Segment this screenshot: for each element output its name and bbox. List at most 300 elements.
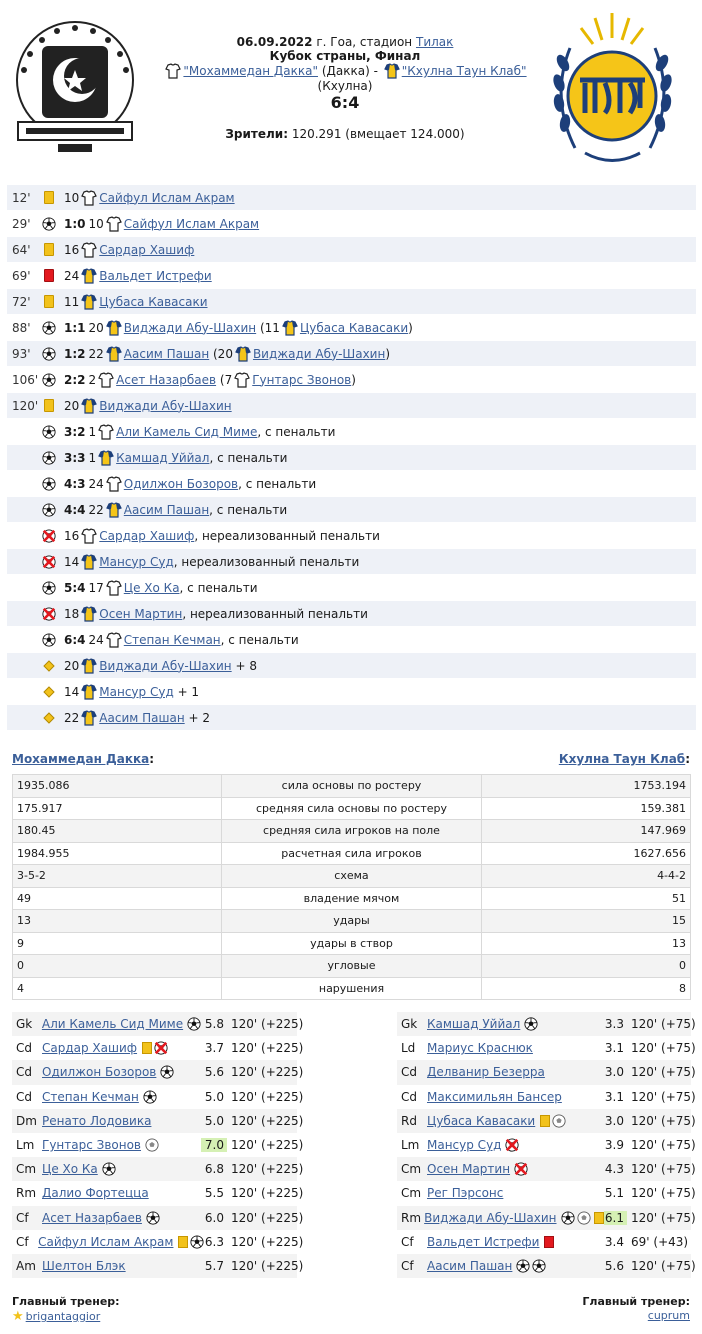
- home-shirt-icon: [106, 476, 122, 492]
- home-shirt-icon: [165, 63, 181, 79]
- away-shirt-icon: [106, 346, 122, 362]
- missed-penalty-icon: [514, 1162, 528, 1176]
- stat-home-value: 1935.086: [13, 775, 222, 798]
- stat-label: угловые: [221, 955, 482, 978]
- event-assist-close: ): [385, 346, 391, 361]
- player-link[interactable]: Делванир Безерра: [427, 1065, 545, 1080]
- player-time: 120' (+75): [631, 1017, 696, 1032]
- player-cell: [42, 1259, 201, 1273]
- stats-row: [13, 887, 691, 910]
- home-shirt-icon: [234, 372, 250, 388]
- player-position: Lm: [16, 1138, 35, 1153]
- player-rating: 3.0: [604, 1113, 624, 1128]
- player-rating: 5.6: [604, 1258, 624, 1273]
- stat-label: средняя сила основы по ростеру: [221, 797, 482, 820]
- away-shirt-icon: [81, 658, 97, 674]
- event-row: [7, 705, 696, 731]
- event-row: [7, 627, 696, 653]
- home-coach: [12, 1309, 100, 1324]
- away-shirt-icon: [81, 684, 97, 700]
- stat-away-value: 159.381: [482, 797, 691, 820]
- event-assist-link[interactable]: Гунтарс Звонов: [252, 372, 352, 387]
- player-cell: [42, 1017, 201, 1031]
- player-link[interactable]: Гунтарс Звонов: [42, 1138, 142, 1153]
- home-shirt-icon: [106, 580, 122, 596]
- player-cell: [38, 1235, 204, 1249]
- event-player-link[interactable]: Одилжон Бозоров: [123, 476, 239, 491]
- event-extra-text: , с пенальти: [209, 450, 288, 465]
- goal-icon: [524, 1017, 538, 1031]
- red-card-icon: [44, 269, 54, 282]
- lineup-row: [12, 1109, 304, 1133]
- player-link[interactable]: Цубаса Кавасаки: [427, 1113, 536, 1128]
- home-team-title-link[interactable]: Мохаммедан Дакка: [12, 752, 150, 766]
- player-time: 120' (+75): [631, 1041, 696, 1056]
- assist-icon: [145, 1138, 159, 1152]
- player-time: 120' (+75): [631, 1089, 696, 1104]
- player-cell: [427, 1114, 601, 1128]
- goal-icon: [190, 1235, 204, 1249]
- bonus-icon: [43, 686, 55, 698]
- player-position: Ld: [401, 1041, 416, 1056]
- event-description: [64, 190, 235, 206]
- event-score: 6:4: [64, 632, 86, 647]
- player-link[interactable]: Одилжон Бозоров: [42, 1065, 157, 1080]
- player-time: 120' (+225): [231, 1089, 304, 1104]
- event-icon: [40, 189, 58, 207]
- event-player-link[interactable]: Виджади Абу-Шахин: [99, 398, 232, 413]
- event-extra-text: , с пенальти: [209, 502, 288, 517]
- lineup-row: [397, 1060, 696, 1084]
- event-player-link[interactable]: Сардар Хашиф: [99, 528, 195, 543]
- player-rating: 3.0: [604, 1065, 624, 1080]
- player-rating: 3.4: [604, 1234, 624, 1249]
- goal-icon: [160, 1065, 174, 1079]
- attendance-line: [150, 127, 540, 141]
- player-cell: [42, 1138, 201, 1152]
- event-player-number: 20: [88, 320, 104, 335]
- event-description: [64, 398, 232, 414]
- event-description: [64, 684, 199, 700]
- player-cell: [427, 1235, 601, 1249]
- yellow-card-icon: [540, 1115, 550, 1127]
- event-icon: [40, 449, 58, 467]
- event-icon: [40, 605, 58, 623]
- competition-title: Кубок страны, Финал: [269, 49, 421, 63]
- stat-home-value: 9: [13, 932, 222, 955]
- away-team-link[interactable]: "Кхулна Таун Клаб": [401, 64, 527, 78]
- away-team-title-link[interactable]: Кхулна Таун Клаб: [558, 752, 686, 766]
- player-link[interactable]: Це Хо Ка: [42, 1162, 98, 1177]
- event-assist-number: (20: [213, 346, 233, 361]
- player-position: Cd: [16, 1065, 32, 1080]
- stats-row: [13, 865, 691, 888]
- event-player-number: 20: [64, 658, 80, 673]
- player-position: Cm: [16, 1162, 37, 1177]
- away-shirt-icon: [81, 294, 97, 310]
- event-description: [64, 320, 413, 336]
- event-player-number: 14: [64, 554, 80, 569]
- player-rating: 6.3: [204, 1234, 224, 1249]
- lineup-row: [12, 1036, 304, 1060]
- player-cell: [42, 1114, 201, 1128]
- player-position: Am: [16, 1258, 36, 1273]
- goal-icon: [42, 581, 56, 595]
- player-link[interactable]: Шелтон Блэк: [42, 1258, 126, 1273]
- stat-home-value: 4: [13, 977, 222, 1000]
- event-player-number: 24: [88, 632, 104, 647]
- event-description: [64, 528, 380, 544]
- player-rating: 5.8: [204, 1017, 224, 1032]
- event-player-link[interactable]: Вальдет Истрефи: [99, 268, 212, 283]
- missed-penalty-icon: [42, 607, 56, 621]
- stat-label: удары: [221, 910, 482, 933]
- assist-icon: [577, 1211, 591, 1225]
- player-position: Lm: [401, 1138, 420, 1153]
- stat-home-value: 1984.955: [13, 842, 222, 865]
- event-player-link[interactable]: Мансур Суд: [99, 554, 174, 569]
- away-shirt-icon: [235, 346, 251, 362]
- event-player-link[interactable]: Аасим Пашан: [99, 710, 185, 725]
- stats-row: [13, 932, 691, 955]
- home-coach-link[interactable]: brigantaggior: [25, 1310, 101, 1323]
- player-link[interactable]: Вальдет Истрефи: [427, 1234, 540, 1249]
- event-icon: [40, 527, 58, 545]
- event-player-link[interactable]: Сардар Хашиф: [99, 242, 195, 257]
- event-row: [7, 289, 696, 315]
- event-row: [7, 393, 696, 419]
- event-score: 1:1: [64, 320, 86, 335]
- player-time: 120' (+225): [231, 1234, 304, 1249]
- player-link[interactable]: Аасим Пашан: [427, 1258, 513, 1273]
- event-player-link[interactable]: Це Хо Ка: [123, 580, 180, 595]
- event-description: [64, 710, 210, 726]
- event-player-link[interactable]: Осен Мартин: [99, 606, 183, 621]
- player-time: 120' (+225): [231, 1162, 304, 1177]
- home-team-link[interactable]: "Мохаммедан Дакка": [183, 64, 318, 78]
- red-card-icon: [544, 1236, 554, 1248]
- away-team-title-colon: :: [685, 752, 690, 766]
- event-extra-text: , с пенальти: [179, 580, 258, 595]
- home-team-city: (Дакка) -: [321, 64, 378, 78]
- home-shirt-icon: [98, 424, 114, 440]
- stats-row: [13, 797, 691, 820]
- event-player-number: 22: [64, 710, 80, 725]
- stats-row: [13, 910, 691, 933]
- player-link[interactable]: Рег Пэрсонс: [427, 1186, 504, 1201]
- event-minute: 64': [12, 242, 31, 257]
- event-icon: [40, 657, 58, 675]
- player-link[interactable]: Мансур Суд: [427, 1138, 502, 1153]
- event-player-number: 2: [88, 372, 97, 387]
- goal-icon: [143, 1090, 157, 1104]
- player-rating: 3.9: [604, 1138, 624, 1153]
- player-link[interactable]: Мариус Краснюк: [427, 1041, 533, 1056]
- away-shirt-icon: [81, 710, 97, 726]
- missed-penalty-icon: [42, 529, 56, 543]
- player-link[interactable]: Ренато Лодовика: [42, 1113, 152, 1128]
- event-player-number: 1: [88, 424, 97, 439]
- player-time: 120' (+75): [631, 1210, 696, 1225]
- player-link[interactable]: Далио Фортецца: [42, 1186, 149, 1201]
- stat-away-value: 1753.194: [482, 775, 691, 798]
- lineup-row: [397, 1230, 691, 1254]
- player-position: Cd: [16, 1089, 32, 1104]
- stat-home-value: 13: [13, 910, 222, 933]
- event-extra-text: + 1: [173, 684, 200, 699]
- event-player-link[interactable]: Асет Назарбаев: [116, 372, 217, 387]
- event-score: 4:3: [64, 476, 86, 491]
- goal-icon: [42, 451, 56, 465]
- player-rating: 6.1: [604, 1211, 627, 1225]
- assist-icon: [552, 1114, 566, 1128]
- event-minute: 88': [12, 320, 31, 335]
- stats-row: [13, 775, 691, 798]
- player-cell: [427, 1259, 601, 1273]
- stats-table: [12, 774, 691, 1000]
- event-icon: [40, 397, 58, 415]
- away-shirt-icon: [384, 63, 400, 79]
- home-team-logo: [10, 18, 140, 158]
- event-score: 1:0: [64, 216, 86, 231]
- event-player-number: 18: [64, 606, 80, 621]
- event-player-link[interactable]: Аасим Пашан: [123, 346, 210, 361]
- away-shirt-icon: [81, 268, 97, 284]
- player-position: Rm: [401, 1210, 422, 1225]
- lineup-row: [12, 1060, 304, 1084]
- event-score: 5:4: [64, 580, 86, 595]
- stat-home-value: 0: [13, 955, 222, 978]
- lineup-row: [397, 1181, 696, 1205]
- player-time: 120' (+225): [231, 1138, 304, 1153]
- event-extra-text: + 8: [231, 658, 257, 673]
- player-time: 120' (+225): [231, 1017, 304, 1032]
- stat-away-value: 13: [482, 932, 691, 955]
- lineup-row: [397, 1036, 696, 1060]
- missed-penalty-icon: [505, 1138, 519, 1152]
- event-extra-text: , с пенальти: [220, 632, 299, 647]
- event-row: [7, 601, 696, 627]
- event-extra-text: , нереализованный пенальти: [182, 606, 368, 621]
- away-team-logo: [545, 8, 680, 168]
- event-row: [7, 419, 696, 445]
- yellow-card-icon: [44, 399, 54, 412]
- player-link[interactable]: Сардар Хашиф: [42, 1041, 138, 1056]
- lineup-row: [12, 1085, 304, 1109]
- event-player-number: 16: [64, 528, 80, 543]
- event-row: [7, 497, 696, 523]
- lineup-row: [397, 1206, 696, 1230]
- away-lineup: [397, 1012, 696, 1278]
- event-minute: 12': [12, 190, 31, 205]
- event-row: [7, 367, 696, 393]
- player-position: Cf: [401, 1234, 414, 1249]
- stat-away-value: 147.969: [482, 820, 691, 843]
- player-cell: [427, 1041, 601, 1055]
- player-link[interactable]: Максимильян Бансер: [427, 1089, 562, 1104]
- player-cell: [42, 1186, 201, 1200]
- player-cell: [427, 1186, 601, 1200]
- player-position: Gk: [16, 1017, 33, 1032]
- player-link[interactable]: Асет Назарбаев: [42, 1210, 142, 1225]
- goal-icon: [42, 373, 56, 387]
- player-link[interactable]: Виджади Абу-Шахин: [424, 1210, 557, 1225]
- goal-icon: [187, 1017, 201, 1031]
- stat-home-value: 3-5-2: [13, 865, 222, 888]
- event-player-link[interactable]: Сайфул Ислам Акрам: [123, 216, 260, 231]
- player-cell: [42, 1065, 201, 1079]
- player-cell: [42, 1041, 201, 1055]
- lineup-row: [397, 1012, 696, 1036]
- event-player-link[interactable]: Али Камель Сид Миме: [116, 424, 258, 439]
- stat-label: схема: [221, 865, 482, 888]
- star-icon: ★: [12, 1309, 24, 1324]
- player-rating: 5.1: [604, 1186, 624, 1201]
- lineup-row: [12, 1181, 304, 1205]
- stat-away-value: 15: [482, 910, 691, 933]
- player-rating: 5.7: [204, 1258, 224, 1273]
- event-description: [64, 632, 299, 648]
- event-icon: [40, 345, 58, 363]
- bonus-icon: [43, 660, 55, 672]
- yellow-card-icon: [142, 1042, 152, 1054]
- event-minute: 72': [12, 294, 31, 309]
- player-link[interactable]: Степан Кечман: [42, 1089, 139, 1104]
- lineup-row: [397, 1157, 696, 1181]
- event-score: 3:2: [64, 424, 86, 439]
- event-player-link[interactable]: Сайфул Ислам Акрам: [99, 190, 235, 205]
- stat-label: владение мячом: [221, 887, 482, 910]
- stat-away-value: 4-4-2: [482, 865, 691, 888]
- match-events-list: [7, 185, 696, 731]
- home-lineup: [12, 1012, 304, 1278]
- home-shirt-icon: [81, 190, 97, 206]
- player-position: Rm: [16, 1186, 37, 1201]
- event-description: [64, 450, 287, 466]
- player-rating: 6.8: [204, 1162, 224, 1177]
- event-player-link[interactable]: Степан Кечман: [123, 632, 221, 647]
- event-assist-number: (11: [259, 320, 280, 335]
- event-player-number: 17: [88, 580, 104, 595]
- player-time: 120' (+75): [631, 1113, 696, 1128]
- event-score: 2:2: [64, 372, 86, 387]
- goal-icon: [102, 1162, 116, 1176]
- event-description: [64, 424, 335, 440]
- away-coach: [648, 1309, 690, 1322]
- event-player-link[interactable]: Аасим Пашан: [123, 502, 210, 517]
- event-icon: [40, 371, 58, 389]
- player-time: 120' (+75): [631, 1186, 696, 1201]
- event-extra-text: , с пенальти: [238, 476, 317, 491]
- player-time: 120' (+225): [231, 1186, 304, 1201]
- away-coach-link[interactable]: cuprum: [647, 1309, 690, 1322]
- player-position: Gk: [401, 1017, 418, 1032]
- yellow-card-icon: [594, 1212, 604, 1224]
- event-player-link[interactable]: Мансур Суд: [99, 684, 174, 699]
- event-extra-text: , с пенальти: [257, 424, 336, 439]
- home-shirt-icon: [98, 372, 114, 388]
- event-icon: [40, 683, 58, 701]
- player-time: 120' (+75): [631, 1065, 696, 1080]
- goal-icon: [42, 217, 56, 231]
- event-description: [64, 372, 356, 388]
- player-link[interactable]: Камшад Уййал: [427, 1017, 521, 1032]
- player-position: Cd: [401, 1089, 417, 1104]
- yellow-card-icon: [44, 243, 54, 256]
- attendance-value: 120.291 (вмещает 124.000): [291, 127, 465, 141]
- goal-icon: [532, 1259, 546, 1273]
- player-cell: [427, 1090, 601, 1104]
- player-position: Cd: [401, 1065, 417, 1080]
- event-player-number: 20: [64, 398, 80, 413]
- event-assist-link[interactable]: Виджади Абу-Шахин: [252, 346, 386, 361]
- player-time: 69' (+43): [631, 1234, 689, 1249]
- event-description: [64, 476, 316, 492]
- event-player-link[interactable]: Виджади Абу-Шахин: [123, 320, 257, 335]
- player-rating: 6.0: [204, 1210, 224, 1225]
- event-player-number: 22: [88, 346, 104, 361]
- player-position: Cm: [401, 1162, 422, 1177]
- stadium-link[interactable]: Тилак: [415, 35, 454, 49]
- player-cell: [42, 1211, 201, 1225]
- event-score: 3:3: [64, 450, 86, 465]
- event-row: [7, 523, 696, 549]
- event-description: [64, 268, 212, 284]
- player-position: Cm: [401, 1186, 422, 1201]
- event-icon: [40, 319, 58, 337]
- lineup-row: [12, 1157, 304, 1181]
- event-row: [7, 263, 696, 289]
- event-description: [64, 242, 194, 258]
- player-cell: [427, 1138, 601, 1152]
- player-rating: 4.3: [604, 1162, 624, 1177]
- event-minute: 106': [12, 372, 39, 387]
- away-team-city: (Кхулна): [317, 79, 373, 93]
- stat-away-value: 0: [482, 955, 691, 978]
- goal-icon: [561, 1211, 575, 1225]
- event-icon: [40, 475, 58, 493]
- stat-home-value: 180.45: [13, 820, 222, 843]
- match-score: 6:4: [330, 93, 360, 112]
- event-player-number: 11: [64, 294, 80, 309]
- event-player-link[interactable]: Камшад Уййал: [116, 450, 210, 465]
- player-rating: 3.3: [604, 1017, 624, 1032]
- player-time: 120' (+225): [231, 1065, 304, 1080]
- event-minute: 69': [12, 268, 31, 283]
- player-link[interactable]: Али Камель Сид Миме: [41, 1017, 184, 1032]
- player-rating: 7.0: [201, 1138, 227, 1152]
- event-assist-link[interactable]: Цубаса Кавасаки: [299, 320, 409, 335]
- player-rating: 5.0: [204, 1089, 224, 1104]
- event-player-number: 24: [64, 268, 80, 283]
- event-player-link[interactable]: Виджади Абу-Шахин: [99, 658, 232, 673]
- event-player-link[interactable]: Цубаса Кавасаки: [99, 294, 208, 309]
- event-row: [7, 471, 696, 497]
- player-link[interactable]: Осен Мартин: [427, 1162, 511, 1177]
- player-time: 120' (+225): [231, 1258, 304, 1273]
- stat-label: средняя сила игроков на поле: [221, 820, 482, 843]
- stat-label: сила основы по ростеру: [221, 775, 482, 798]
- event-row: [7, 575, 696, 601]
- goal-icon: [42, 347, 56, 361]
- home-shirt-icon: [106, 632, 122, 648]
- missed-penalty-icon: [154, 1041, 168, 1055]
- home-coach-label: Главный тренер:: [12, 1295, 120, 1308]
- event-icon: [40, 267, 58, 285]
- away-coach-label: Главный тренер:: [582, 1295, 690, 1308]
- player-link[interactable]: Сайфул Ислам Акрам: [38, 1234, 174, 1249]
- event-player-number: 22: [88, 502, 104, 517]
